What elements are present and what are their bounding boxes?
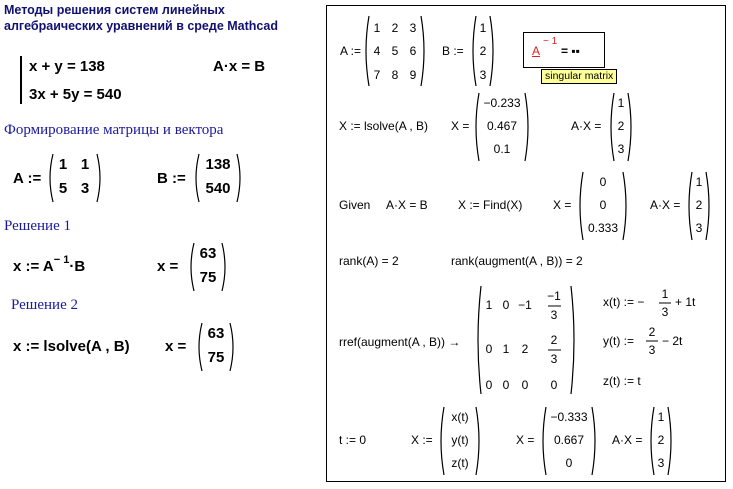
inverse-error-region[interactable] (523, 32, 605, 68)
matrix-cell: 1 (58, 156, 68, 173)
heading-matrix-formation[interactable]: Формирование матрицы и вектора (4, 122, 224, 138)
right-A-label: A := (340, 44, 362, 58)
find-check-label[interactable]: A·X = (650, 198, 681, 212)
param-z-definition[interactable]: z(t) := t (603, 374, 641, 388)
title-line-1: Методы решения систем линейных (4, 3, 225, 17)
title-line-2: алгебраических уравнений в среде Mathcad (4, 19, 278, 33)
matrix-cell: 5 (391, 44, 399, 58)
vector-cell: 75 (199, 269, 217, 286)
vector-cell: 0.1 (493, 142, 511, 156)
vector-cell: 2 (617, 119, 625, 133)
matrix-cell: 0 (550, 378, 558, 392)
final-result-vector[interactable] (540, 405, 598, 477)
fraction-denominator: 3 (661, 305, 669, 319)
find-expression[interactable]: X := Find(X) (458, 198, 523, 212)
matrix-cell: 5 (58, 180, 68, 197)
vector-cell: 1 (479, 21, 487, 35)
param-y-definition[interactable] (603, 324, 713, 360)
right-A-matrix[interactable] (363, 14, 427, 88)
matrix-cell: 8 (391, 68, 399, 82)
worksheet-title (4, 2, 278, 34)
matrix-cell: 6 (409, 44, 417, 58)
inverse-exponent: − 1 (543, 36, 558, 47)
solution-1-x-label: x = (157, 258, 179, 275)
solution-2-x-label: x = (165, 338, 187, 355)
vector-cell: 0.467 (486, 119, 518, 133)
given-keyword[interactable]: Given (339, 198, 371, 212)
solution-1-expression[interactable] (13, 254, 86, 275)
final-X-label: X = (516, 433, 535, 447)
singular-matrix-tooltip: singular matrix (541, 69, 617, 84)
matrix-cell: 2 (391, 21, 399, 35)
vector-cell: 3 (617, 142, 625, 156)
lsolve-check-vector[interactable] (608, 91, 634, 163)
vector-cell: 63 (207, 325, 225, 342)
inverse-result-placeholder: = ▪▪ (561, 44, 580, 58)
inverse-exponent: − 1 (53, 254, 70, 266)
fraction-numerator: −1 (547, 289, 561, 303)
matrix-cell: 2 (521, 342, 529, 356)
matrix-cell: 0 (502, 298, 510, 312)
given-constraint[interactable]: A·X = B (386, 198, 428, 212)
matrix-cell: 1 (502, 342, 510, 356)
fraction-denominator: 3 (550, 352, 558, 366)
find-X-label: X = (553, 198, 572, 212)
vector-cell: 0.333 (587, 221, 619, 235)
lsolve-expression[interactable]: X := lsolve(A , B) (339, 119, 429, 133)
lsolve-result-vector[interactable] (473, 91, 531, 163)
find-result-vector[interactable] (577, 170, 629, 242)
fraction-numerator: 2 (648, 325, 656, 339)
vector-cell: x(t) (451, 410, 469, 424)
solution-1-result-vector[interactable] (188, 241, 228, 293)
left-A-matrix[interactable] (47, 152, 103, 204)
expr-lhs: x := A (13, 258, 54, 275)
vector-cell: 0 (599, 198, 607, 212)
vector-cell: −0.333 (550, 410, 588, 424)
matrix-cell: 1 (80, 156, 90, 173)
equation-1[interactable]: x + y = 138 (29, 58, 105, 75)
rank-augment[interactable]: rank(augment(A , B)) = 2 (451, 254, 583, 268)
heading-solution-2[interactable]: Решение 2 (11, 297, 78, 313)
vector-cell: 63 (199, 245, 217, 262)
matrix-cell: 3 (409, 21, 417, 35)
find-check-vector[interactable] (686, 170, 712, 242)
param-y-tail: − 2t (662, 334, 683, 348)
system-brace (20, 56, 22, 104)
inverse-base: A (532, 44, 541, 58)
matrix-cell: 0 (485, 378, 493, 392)
right-B-vector[interactable] (470, 14, 496, 88)
expr-tail: ·B (69, 258, 86, 275)
vector-cell: 1 (617, 96, 625, 110)
matrix-cell: 0 (521, 378, 529, 392)
final-Xdef-label: X := (411, 433, 433, 447)
fraction-numerator: 1 (661, 287, 669, 301)
rank-A[interactable]: rank(A) = 2 (339, 254, 399, 268)
vector-cell: y(t) (451, 433, 469, 447)
lsolve-check-label[interactable]: A·X = (571, 119, 602, 133)
lsolve-X-label: X = (451, 119, 470, 133)
final-Xdef-vector[interactable] (438, 405, 482, 477)
vector-cell: 540 (205, 180, 231, 197)
vector-cell: 1 (657, 410, 665, 424)
solution-2-result-vector[interactable] (196, 321, 236, 373)
vector-cell: 3 (657, 456, 665, 470)
vector-cell: 0.667 (553, 433, 585, 447)
matrix-form-equation[interactable]: A·x = B (213, 58, 266, 75)
left-B-label: B := (157, 170, 186, 187)
vector-cell: 1 (695, 175, 703, 189)
vector-cell: 138 (205, 156, 231, 173)
vector-cell: 0 (599, 175, 607, 189)
right-B-label: B := (442, 44, 464, 58)
rref-result-matrix[interactable] (475, 284, 577, 396)
left-A-label: A := (13, 170, 42, 187)
rref-expression[interactable]: rref(augment(A , B)) → (339, 335, 461, 349)
matrix-cell: −1 (518, 298, 532, 312)
vector-cell: z(t) (451, 456, 469, 470)
final-check-vector[interactable] (648, 405, 674, 477)
fraction-denominator: 3 (550, 308, 558, 322)
final-check-label[interactable]: A·X = (612, 433, 643, 447)
vector-cell: 2 (479, 44, 487, 58)
vector-cell: 3 (695, 221, 703, 235)
heading-solution-1[interactable]: Решение 1 (4, 218, 71, 234)
matrix-cell: 1 (485, 298, 493, 312)
vector-cell: 2 (695, 198, 703, 212)
vector-cell: 75 (207, 349, 225, 366)
param-y-lhs: y(t) := (603, 334, 635, 348)
vector-cell: 0 (565, 456, 573, 470)
param-x-tail: + 1t (675, 295, 696, 309)
fraction-numerator: 2 (550, 333, 558, 347)
left-B-vector[interactable] (193, 152, 243, 204)
param-x-definition[interactable] (603, 287, 713, 323)
vector-cell: −0.233 (483, 96, 521, 110)
t-definition[interactable]: t := 0 (339, 433, 367, 447)
matrix-cell: 1 (373, 21, 381, 35)
vector-cell: 2 (657, 433, 665, 447)
equation-2[interactable]: 3x + 5y = 540 (29, 86, 122, 103)
matrix-cell: 4 (373, 44, 381, 58)
matrix-cell: 7 (373, 68, 381, 82)
vector-cell: 3 (479, 68, 487, 82)
matrix-cell: 9 (409, 68, 417, 82)
fraction-denominator: 3 (648, 343, 656, 357)
matrix-cell: 0 (502, 378, 510, 392)
matrix-cell: 0 (485, 342, 493, 356)
solution-2-expression[interactable]: x := lsolve(A , B) (13, 338, 130, 355)
param-x-lhs: x(t) := − (603, 295, 645, 309)
matrix-cell: 3 (80, 180, 90, 197)
